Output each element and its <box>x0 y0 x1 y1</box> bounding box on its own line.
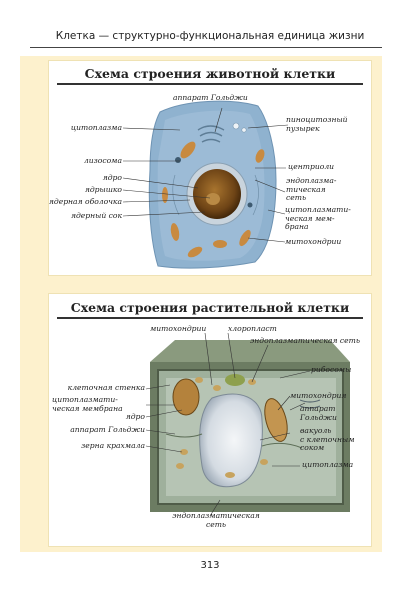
nucleus <box>193 169 241 219</box>
label-pinocytic-vesicle: пиноцитозный пузырек <box>286 115 348 133</box>
label-nuclear-envelope: ядерная оболочка <box>48 197 122 206</box>
plant-panel-title: Схема строения растительной клетки <box>70 300 350 315</box>
label-lysosome: лизосома <box>83 156 122 165</box>
animal-panel-title: Схема строения животной клетки <box>84 66 336 81</box>
label-nuclear-sap: ядерный сок <box>70 211 122 220</box>
label-plant-starch-grains: зерна крахмала <box>81 441 145 450</box>
label-plant-vacuole: вакуоль с клеточным соком <box>300 426 355 453</box>
nucleolus <box>206 193 220 205</box>
label-cytoplasmic-membrane: цитоплазмати- ческая мем- брана <box>285 205 351 232</box>
label-nucleus: ядро <box>102 173 122 182</box>
label-plant-er-top: эндоплазматическая сеть <box>250 336 361 345</box>
label-plant-mitochondria-top: митохондрии <box>150 324 207 333</box>
label-cytoplasm: цитоплазма <box>70 123 122 132</box>
nucleus-plant <box>173 379 199 415</box>
label-plant-nucleus: ядро <box>125 412 145 421</box>
label-plant-cell-wall: клеточная стенка <box>67 383 145 392</box>
label-plant-chloroplast: хлоропласт <box>228 324 277 333</box>
running-header: Клетка — структурно-функциональная единица жизни <box>55 30 365 42</box>
page-number: 313 <box>200 560 220 571</box>
label-nucleolus: ядрышко <box>84 185 122 194</box>
label-mitochondria: митохондрии <box>285 237 342 246</box>
label-endoplasmic-reticulum: эндоплазма- тическая сеть <box>286 176 337 203</box>
label-plant-er-bottom: эндоплазматическая сеть <box>172 511 260 529</box>
label-plant-golgi-left: аппарат Гольджи <box>70 425 145 434</box>
label-plant-ribosomes: рибосомы <box>311 365 352 374</box>
label-golgi-apparatus: аппарат Гольджи <box>173 93 248 102</box>
label-plant-cytoplasmic-membrane: цитоплазмати- ческая мембрана <box>52 395 123 413</box>
label-plant-cytoplasm: цитоплазма <box>302 460 354 469</box>
label-plant-mitochondrion-right: митохондрия <box>290 391 347 400</box>
label-plant-golgi-right: аппарат Гольджи <box>300 404 337 422</box>
label-centrioles: центриоли <box>288 162 335 171</box>
animal-cell-illustration <box>149 101 276 268</box>
